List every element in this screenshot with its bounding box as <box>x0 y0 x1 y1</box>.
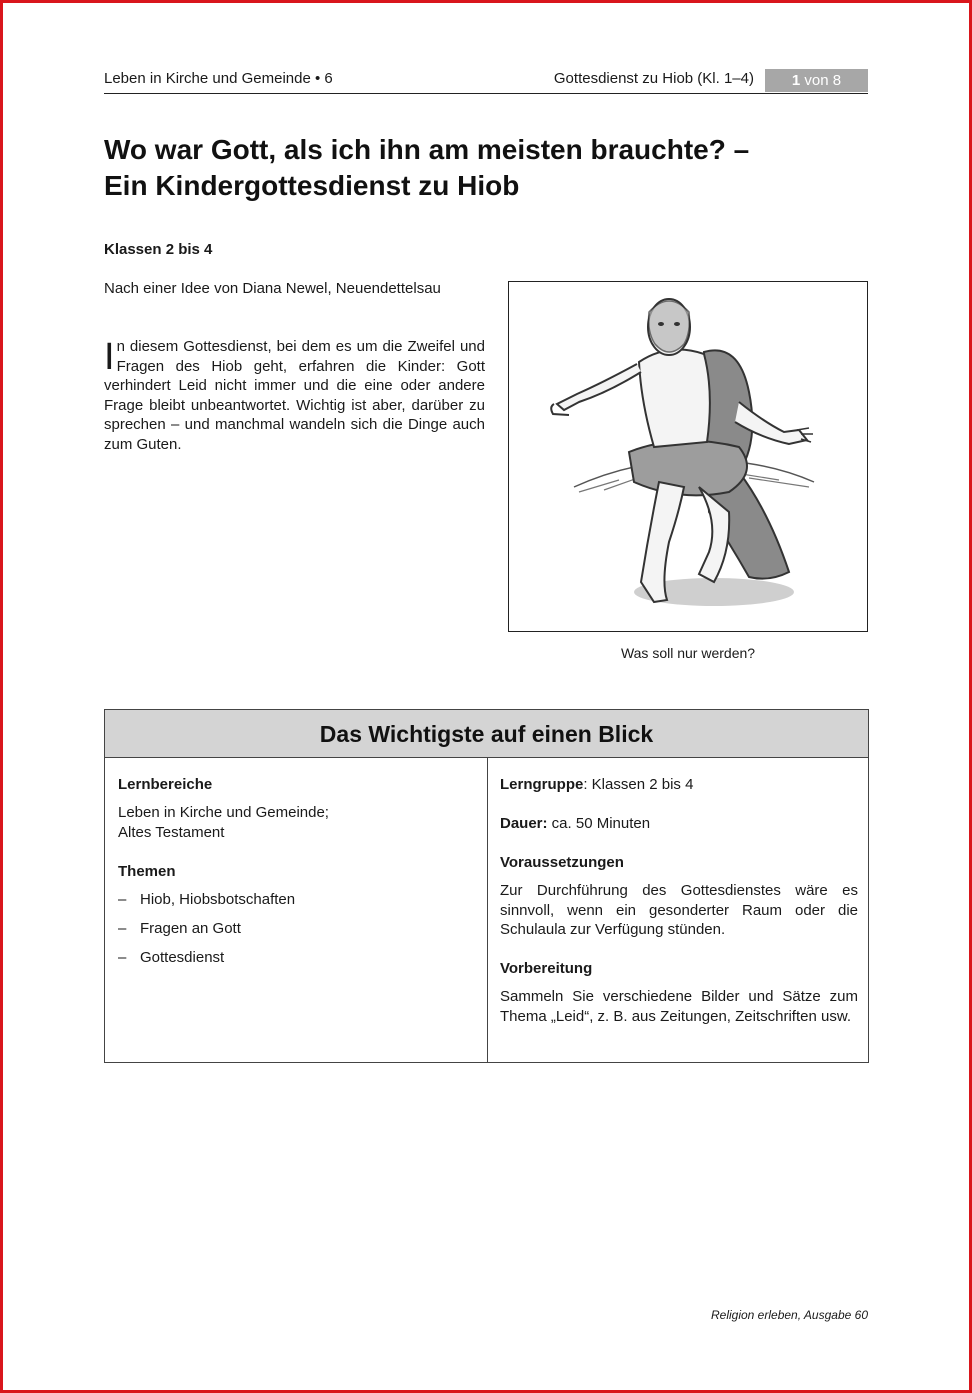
drop-cap: I <box>104 336 115 378</box>
intro-text: n diesem Gottesdienst, bei dem es um die Zweifel und Fragen des Hiob geht, erfahren die Kinder: Gott verhindert Leid nicht immer und die eine oder andere Frage bleibt unbeantwortet. Wichtig ist aber, darüber zu sprechen – und manchmal wandeln sich die Dinge auch zum Guten. <box>104 338 485 453</box>
lernbereiche-line-1: Leben in Kirche und Gemeinde; <box>118 804 329 821</box>
vorbereitung-text: Sammeln Sie verschiedene Bilder und Sätze zum Thema „Leid“, z. B. aus Zeitungen, Zeitschriften usw. <box>500 988 858 1025</box>
page-title <box>104 132 864 204</box>
dauer-label: Dauer: <box>500 815 548 832</box>
grade-level: Klassen 2 bis 4 <box>104 241 213 258</box>
header-section: Leben in Kirche und Gemeinde • 6 <box>104 70 333 87</box>
figure-caption: Was soll nur werden? <box>620 645 756 661</box>
dauer-row <box>500 814 650 834</box>
list-dash: – <box>118 949 127 966</box>
page-total: von 8 <box>804 72 842 89</box>
voraussetzungen-text: Zur Durchführung des Gottesdienstes wäre es sinnvoll, wenn ein gesonderter Raum oder die Schulaula zur Verfügung stünden. <box>500 882 858 938</box>
themen-item: Hiob, Hiobsbotschaften <box>140 891 296 908</box>
title-line-1: Wo war Gott, als ich ihn am meisten brauchte? – <box>104 134 750 165</box>
lernbereiche-value <box>118 803 329 842</box>
voraussetzungen-label: Voraussetzungen <box>500 854 624 871</box>
job-illustration-frame <box>508 281 868 632</box>
publication-footer: Religion erleben, Ausgabe 60 <box>710 1308 868 1322</box>
lernbereiche-label: Lernbereiche <box>118 776 213 793</box>
page-number: 1 <box>791 72 801 89</box>
intro-paragraph <box>104 337 485 454</box>
themen-label: Themen <box>118 863 176 880</box>
summary-right-column <box>488 758 868 1062</box>
summary-left-column <box>105 758 488 1062</box>
lerngruppe-row <box>500 775 693 795</box>
list-dash: – <box>118 920 127 937</box>
list-item <box>118 948 224 968</box>
themen-item: Gottesdienst <box>140 949 225 966</box>
vorbereitung-label: Vorbereitung <box>500 960 593 977</box>
list-item <box>118 919 241 939</box>
themen-item: Fragen an Gott <box>140 920 241 937</box>
job-illustration <box>509 282 867 631</box>
author-credit: Nach einer Idee von Diana Newel, Neuendettelsau <box>104 280 441 297</box>
title-line-2: Ein Kindergottesdienst zu Hiob <box>104 170 520 201</box>
list-item <box>118 890 295 910</box>
lerngruppe-value: : Klassen 2 bis 4 <box>583 776 694 793</box>
lerngruppe-label: Lerngruppe <box>500 776 584 793</box>
lernbereiche-line-2: Altes Testament <box>118 823 225 841</box>
page-header <box>104 69 868 94</box>
page-indicator <box>765 69 868 92</box>
list-dash: – <box>118 891 127 908</box>
dauer-value: ca. 50 Minuten <box>547 815 651 832</box>
summary-box <box>104 709 869 1063</box>
summary-heading: Das Wichtigste auf einen Blick <box>105 710 868 758</box>
header-unit: Gottesdienst zu Hiob (Kl. 1–4) <box>553 70 754 87</box>
